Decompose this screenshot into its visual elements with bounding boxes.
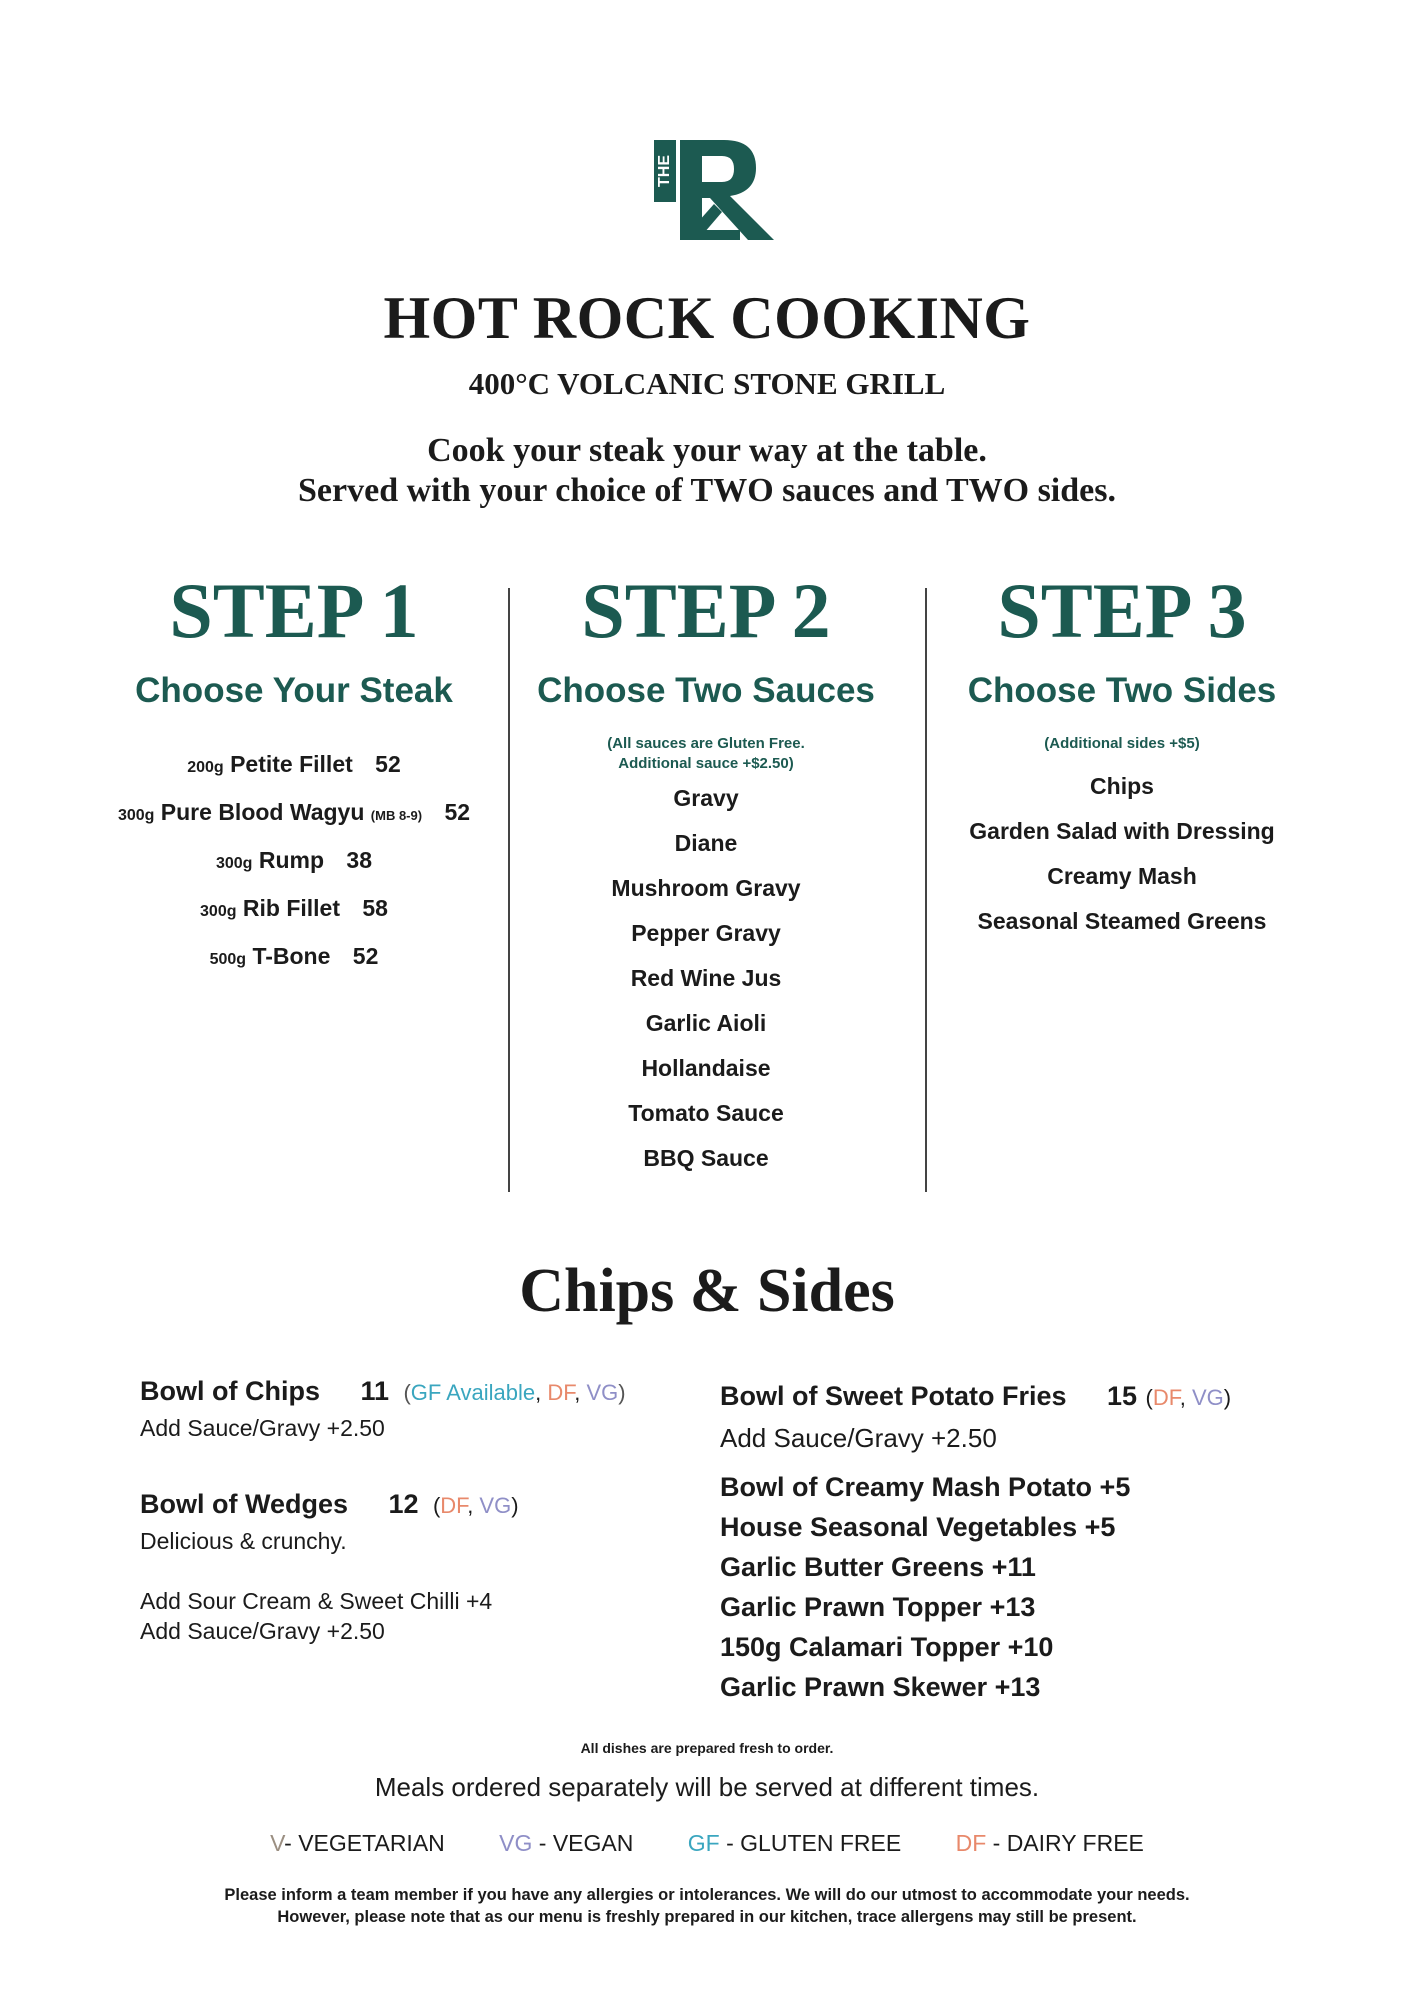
steak-item — [84, 790, 504, 838]
step-1-number: STEP 1 — [169, 567, 419, 654]
tag-df: DF — [1152, 1385, 1180, 1410]
extra-item: Garlic Butter Greens +11 — [720, 1552, 1036, 1582]
step-3-heading: Choose Two Sides — [967, 671, 1277, 710]
tag-df: DF — [440, 1493, 468, 1518]
diet-tags: (DF, VG) — [1145, 1385, 1232, 1410]
extras-list — [720, 1467, 1320, 1707]
page-title: HOT ROCK COOKING — [383, 285, 1031, 351]
chips-item — [140, 1374, 700, 1413]
restaurant-logo — [652, 134, 776, 244]
sauce-item: BBQ Sauce — [643, 1145, 769, 1171]
sauce-item: Tomato Sauce — [628, 1100, 784, 1126]
sweet-potato-item — [720, 1378, 1320, 1419]
tag-vg: VG — [479, 1493, 512, 1518]
extra-item: House Seasonal Vegetables +5 — [720, 1512, 1116, 1542]
extra-item: Garlic Prawn Topper +13 — [720, 1592, 1036, 1622]
steak-price: 58 — [362, 895, 388, 921]
wedges-extra: Add Sauce/Gravy +2.50 — [140, 1618, 385, 1644]
fresh-note: All dishes are prepared fresh to order. — [580, 1740, 834, 1756]
step-3-column — [912, 566, 1332, 944]
sauce-item: Garlic Aioli — [645, 1010, 767, 1036]
legend-gluten-free: GF - GLUTEN FREE — [687, 1830, 902, 1856]
side-item: Garden Salad with Dressing — [969, 818, 1275, 844]
side-item: Seasonal Steamed Greens — [977, 908, 1267, 934]
item-subtext: Delicious & crunchy. — [140, 1528, 347, 1554]
wedges-extra: Add Sour Cream & Sweet Chilli +4 — [140, 1588, 493, 1614]
steak-item — [84, 886, 504, 934]
sauce-item: Red Wine Jus — [630, 965, 782, 991]
logo-text: THE — [656, 155, 674, 187]
tag-df: DF — [547, 1380, 575, 1405]
steak-price: 52 — [444, 799, 471, 825]
step-3-number: STEP 3 — [997, 567, 1247, 654]
item-price: 11 — [360, 1376, 389, 1406]
steak-price: 52 — [375, 751, 401, 777]
sauce-note-line-2: Additional sauce +$2.50) — [618, 755, 794, 772]
sauce-note-line-1: (All sauces are Gluten Free. — [607, 735, 805, 752]
sauce-list — [496, 776, 916, 1181]
step-2-column — [496, 566, 916, 1181]
side-item: Chips — [1090, 773, 1154, 799]
item-subtext: Add Sauce/Gravy +2.50 — [140, 1415, 385, 1441]
sauce-item: Gravy — [673, 785, 739, 811]
intro-line-1: Cook your steak your way at the table. — [427, 432, 987, 469]
steak-name: Rib Fillet — [242, 895, 340, 921]
extra-item: Bowl of Creamy Mash Potato +5 — [720, 1472, 1131, 1502]
steak-item — [84, 742, 504, 790]
item-price: 12 — [388, 1489, 419, 1519]
item-name: Bowl of Chips — [140, 1376, 320, 1406]
item-name: Bowl of Wedges — [140, 1489, 349, 1519]
chips-right-list — [720, 1378, 1320, 1707]
steak-name: Petite Fillet — [230, 751, 353, 777]
step-1-column — [84, 566, 504, 982]
extra-item: 150g Calamari Topper +10 — [720, 1632, 1054, 1662]
steak-list — [84, 742, 504, 982]
steak-name: T-Bone — [252, 943, 331, 969]
item-subtext: Add Sauce/Gravy +2.50 — [720, 1423, 997, 1453]
steak-weight: 200g — [187, 759, 224, 776]
allergy-notice: Please inform a team member if you have any allergies or intolerances. We will do our utmost to accommodate your needs. However, please note that as our menu is freshly prepared in our kitchen, trace allergens may still be present. — [224, 1886, 1190, 1926]
sauce-item: Mushroom Gravy — [611, 875, 801, 901]
sauce-item: Pepper Gravy — [631, 920, 781, 946]
chips-sides-title: Chips & Sides — [519, 1257, 895, 1325]
tag-vg: VG — [1191, 1385, 1224, 1410]
item-price: 15 — [1107, 1381, 1138, 1411]
legend-dairy-free: DF - DAIRY FREE — [955, 1830, 1144, 1856]
steak-item — [84, 934, 504, 982]
steak-name: Rump — [258, 847, 325, 873]
legend-vegan: VG - VEGAN — [499, 1830, 634, 1856]
steak-weight: 300g — [200, 903, 237, 920]
sauce-item: Diane — [674, 830, 738, 856]
step-2-number: STEP 2 — [581, 567, 831, 654]
step-2-heading: Choose Two Sauces — [537, 671, 875, 710]
dietary-legend — [0, 1830, 1414, 1857]
tag-vg: VG — [586, 1380, 619, 1405]
diet-tags: (DF, VG) — [432, 1493, 519, 1518]
steak-name: Pure Blood Wagyu — [160, 799, 365, 825]
page-subtitle: 400°C VOLCANIC STONE GRILL — [468, 366, 946, 401]
steak-item — [84, 838, 504, 886]
steak-weight: 500g — [209, 951, 247, 968]
step-1-heading: Choose Your Steak — [135, 671, 453, 710]
legend-vegetarian: V- VEGETARIAN — [270, 1830, 445, 1856]
intro-line-2: Served with your choice of TWO sauces and TWO sides. — [298, 472, 1116, 509]
sauce-item: Hollandaise — [641, 1055, 771, 1081]
side-item: Creamy Mash — [1047, 863, 1197, 889]
steak-weight: 300g — [117, 807, 155, 824]
separate-orders-note: Meals ordered separately will be served at different times. — [374, 1772, 1040, 1802]
wedges-item — [140, 1487, 700, 1526]
sauce-note — [496, 734, 916, 774]
steak-price: 38 — [346, 847, 372, 873]
tag-gf: GF Available — [410, 1380, 536, 1405]
extra-item: Garlic Prawn Skewer +13 — [720, 1672, 1041, 1702]
steak-weight: 300g — [215, 855, 253, 872]
steak-note: (MB 8-9) — [370, 808, 423, 823]
diet-tags: (GF Available, DF, VG) — [403, 1380, 626, 1405]
item-name: Bowl of Sweet Potato Fries — [720, 1381, 1067, 1411]
chips-left-list — [140, 1374, 700, 1646]
sides-note: (Additional sides +$5) — [1044, 735, 1200, 752]
steak-price: 52 — [352, 943, 379, 969]
sides-list — [912, 764, 1332, 944]
